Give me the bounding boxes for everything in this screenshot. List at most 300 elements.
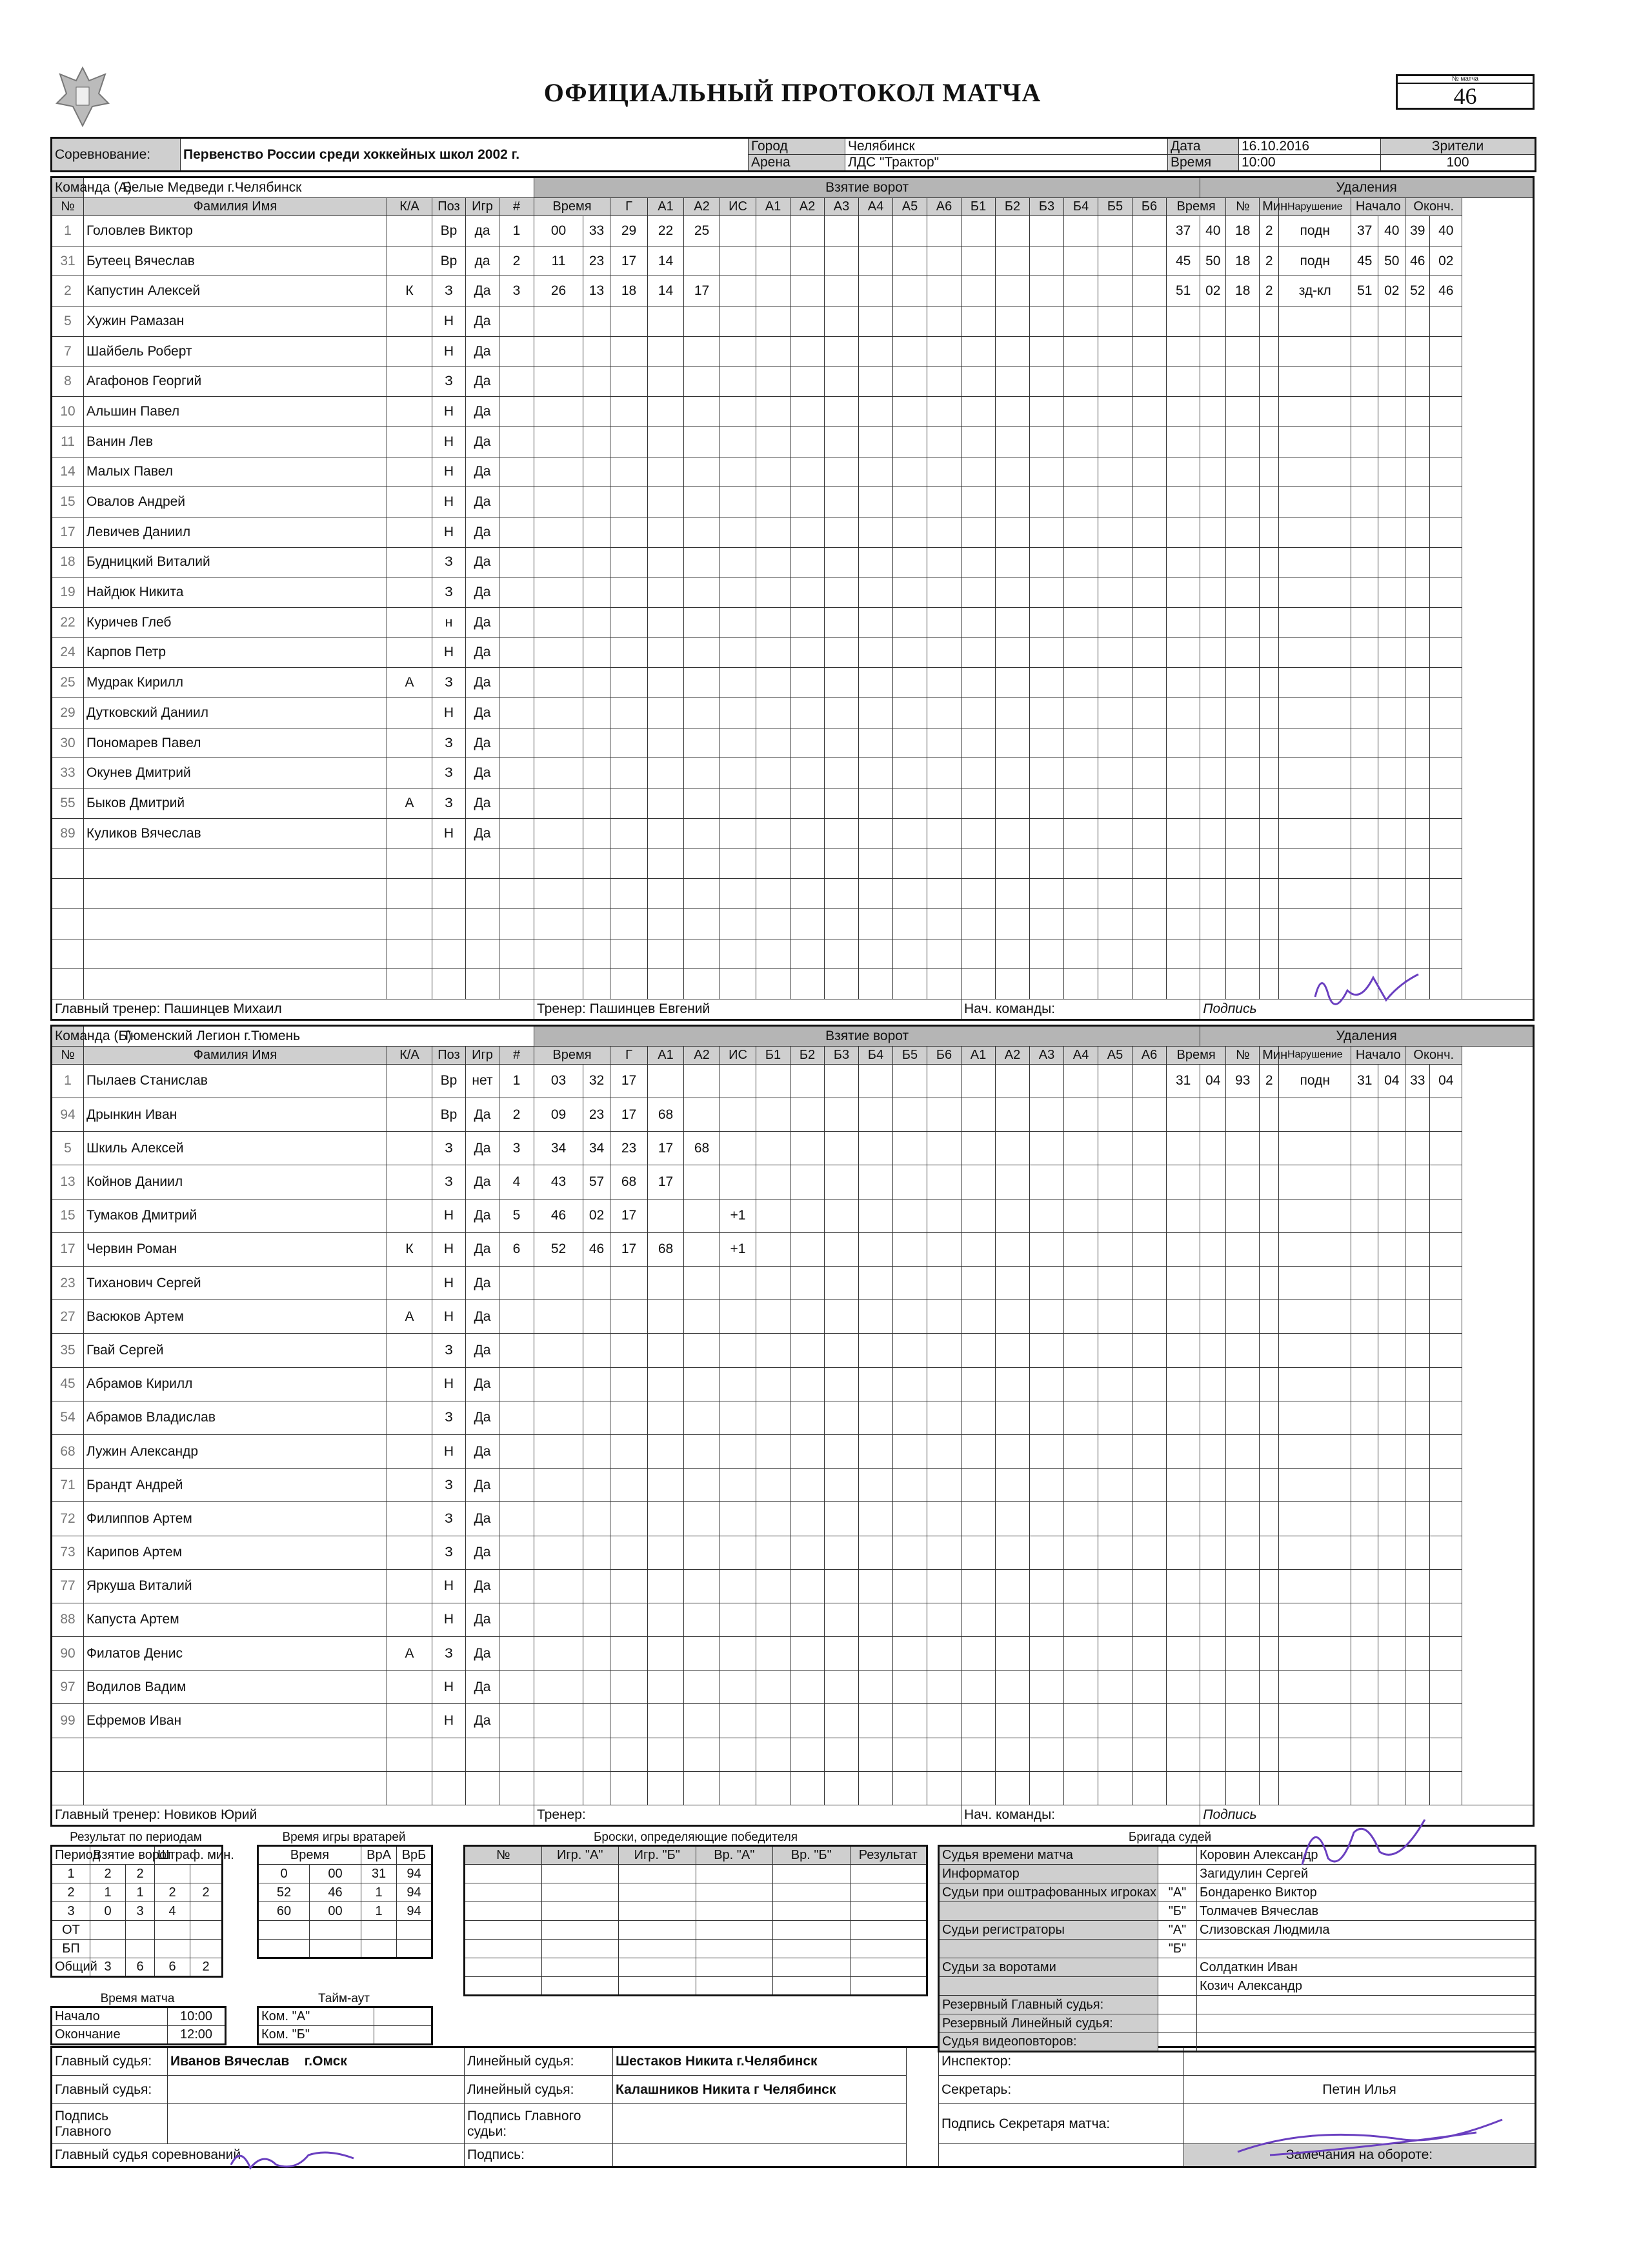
goal-cell (684, 1064, 720, 1098)
team_b-col-viol: Нарушение (1279, 1046, 1351, 1064)
player-number: 88 (52, 1603, 84, 1636)
goal-cell (720, 788, 756, 819)
referee-name: Солдаткин Иван (1197, 1958, 1536, 1977)
penalty-cell: 04 (1200, 1064, 1226, 1098)
penalty-cell (1351, 848, 1378, 879)
goal-cell (720, 1502, 756, 1536)
player-number: 17 (52, 517, 84, 547)
player-name (84, 1367, 387, 1401)
player-role (387, 517, 432, 547)
penalty-cell (1279, 728, 1351, 758)
penalty-cell (1226, 1434, 1260, 1468)
player-role (387, 216, 432, 246)
penalty-cell (1260, 848, 1279, 879)
period-cell: 2 (190, 1958, 223, 1977)
goal-cell (684, 336, 720, 366)
referee-team: "Б" (1158, 1940, 1197, 1958)
period-cell: 6 (126, 1958, 155, 1977)
goal-cell (684, 668, 720, 698)
shootout-row (465, 1883, 927, 1902)
period-cell (190, 1865, 223, 1883)
goal-cell (684, 457, 720, 487)
city-value: Челябинск (845, 138, 1168, 155)
player-played: Да (466, 1434, 499, 1468)
goal-cell: 2 (499, 1098, 534, 1132)
penalty-cell (1226, 1132, 1260, 1165)
penalty-cell (1405, 1771, 1430, 1805)
team_a-row (52, 818, 1534, 848)
player-number: 5 (52, 1132, 84, 1165)
goal-cell (610, 1738, 648, 1771)
player-role (387, 607, 432, 637)
penalty-cell: 02 (1200, 276, 1226, 306)
penalty-cell (1260, 577, 1279, 608)
player-position: Н (432, 1300, 466, 1334)
period-cell: 3 (90, 1958, 126, 1977)
player-name-text: Карпов Петр (86, 645, 166, 660)
penalty-cell (1200, 517, 1226, 547)
referee-team (1158, 1977, 1197, 1996)
player-name (84, 547, 387, 577)
goal-cell (534, 728, 583, 758)
penalty-cell (1260, 1232, 1279, 1266)
goal-cell (648, 1199, 684, 1232)
penalty-cell (1226, 1367, 1260, 1401)
match-info-table (50, 137, 1536, 172)
period-cell (90, 1940, 126, 1958)
penalty-cell (1226, 487, 1260, 517)
shootout-row (465, 1902, 927, 1921)
team_b-col-onice: Б5 (893, 1046, 927, 1064)
protocol-sheet (50, 65, 1535, 2168)
goal-cell (648, 698, 684, 728)
goal-cell (720, 276, 756, 306)
penalty-cell (1167, 818, 1200, 848)
player-played: Да (466, 818, 499, 848)
team_b-col-a1: А1 (648, 1046, 684, 1064)
player-role: К (387, 1232, 432, 1266)
penalty-cell (1167, 1434, 1200, 1468)
goal-cell (720, 1603, 756, 1636)
goal-cell (534, 1738, 583, 1771)
player-name-text: Червин Роман (86, 1241, 177, 1257)
referee-row (939, 1921, 1536, 1940)
player-role: А (387, 788, 432, 819)
period-row (52, 1921, 223, 1940)
goal-cell (583, 1469, 610, 1502)
team_a-penalties-head: Удаления (1200, 177, 1534, 198)
city-label: Город (749, 138, 845, 155)
player-number: 99 (52, 1704, 84, 1738)
team_b-col-onice: А2 (996, 1046, 1030, 1064)
team_a-col-time: Время (534, 198, 610, 216)
referee-role: Судьи за воротами (939, 1958, 1158, 1977)
penalty-cell: 31 (1167, 1064, 1200, 1098)
goal-cell (720, 1367, 756, 1401)
player-name (84, 1199, 387, 1232)
penalty-cell (1279, 517, 1351, 547)
penalty-cell (1351, 336, 1378, 366)
penalty-cell (1351, 1199, 1378, 1232)
penalty-cell (1200, 1098, 1226, 1132)
player-position: Н (432, 427, 466, 457)
goal-cell (583, 547, 610, 577)
team_b-col-pos: Поз (432, 1046, 466, 1064)
penalty-cell (1378, 1469, 1405, 1502)
penalty-cell (1226, 547, 1260, 577)
goal-cell (583, 487, 610, 517)
goal-cell (610, 397, 648, 427)
team_a-row (52, 246, 1534, 276)
penalty-cell (1167, 1536, 1200, 1569)
goal-cell (648, 1771, 684, 1805)
penalty-cell (1405, 517, 1430, 547)
goal-cell (534, 1603, 583, 1636)
player-name (84, 1334, 387, 1367)
goal-cell (684, 939, 720, 969)
penalty-cell (1430, 1469, 1462, 1502)
player-name-text: Гвай Сергей (86, 1342, 164, 1358)
penalty-cell (1430, 577, 1462, 608)
team_a-row (52, 698, 1534, 728)
penalty-cell (1226, 366, 1260, 397)
player-role: А (387, 1637, 432, 1671)
penalty-cell (1279, 1300, 1351, 1334)
match-number-label: № матча (1398, 76, 1533, 84)
team_b-row (52, 1232, 1534, 1266)
penalty-cell (1200, 848, 1226, 879)
chief2-sig-label: Подпись Главного судьи: (465, 2104, 613, 2144)
goal-cell (684, 547, 720, 577)
penalty-cell: 2 (1260, 216, 1279, 246)
goal-cell (648, 728, 684, 758)
team_b-chief-label: Нач. команды: (961, 1805, 1200, 1826)
penalty-cell (1405, 577, 1430, 608)
chief2-sig-field[interactable] (613, 2104, 907, 2144)
penalty-cell (1260, 969, 1279, 999)
player-played: Да (466, 276, 499, 306)
penalty-cell (1279, 848, 1351, 879)
goal-cell (684, 1637, 720, 1671)
team_a-row (52, 216, 1534, 246)
referee-row (939, 1902, 1536, 1921)
team_b-row (52, 1401, 1534, 1434)
goal-cell (684, 1300, 720, 1334)
team_a-col-is: ИС (720, 198, 756, 216)
goal-cell (610, 939, 648, 969)
referee-name: Коровин Александр (1197, 1846, 1536, 1865)
penalty-cell (1167, 1569, 1200, 1603)
team_b-coach: Тренер: (534, 1805, 961, 1826)
player-role (387, 1064, 432, 1098)
player-name (84, 1536, 387, 1569)
player-played: Да (466, 487, 499, 517)
penalty-cell (1279, 1569, 1351, 1603)
penalty-cell (1167, 1199, 1200, 1232)
penalty-cell (1351, 1469, 1378, 1502)
goal-cell (720, 758, 756, 788)
goal-cell (610, 1267, 648, 1300)
penalty-cell (1279, 336, 1351, 366)
penalty-cell (1430, 1199, 1462, 1232)
penalty-cell (1260, 698, 1279, 728)
player-number: 19 (52, 577, 84, 608)
penalty-cell (1430, 1098, 1462, 1132)
penalty-cell (1200, 758, 1226, 788)
goal-cell (684, 848, 720, 879)
penalty-cell (1378, 818, 1405, 848)
player-played: Да (466, 397, 499, 427)
goal-cell: 03 (534, 1064, 583, 1098)
team_b-row (52, 1469, 1534, 1502)
player-played: Да (466, 1199, 499, 1232)
team_b-col-onice: Б2 (790, 1046, 825, 1064)
penalty-cell (1200, 427, 1226, 457)
goal-cell: 32 (583, 1064, 610, 1098)
player-name-text: Филиппов Артем (86, 1510, 192, 1526)
penalty-cell (1351, 1098, 1378, 1132)
referee-row (939, 1977, 1536, 1996)
goal-cell (610, 1334, 648, 1367)
penalty-cell (1279, 1536, 1351, 1569)
penalty-cell (1200, 1199, 1226, 1232)
goal-cell (648, 457, 684, 487)
penalty-cell (1279, 758, 1351, 788)
penalty-cell (1430, 969, 1462, 999)
penalty-cell (1351, 607, 1378, 637)
penalty-cell (1378, 879, 1405, 909)
penalty-cell (1351, 306, 1378, 337)
remarks-label: Замечания на обороте: (1184, 2144, 1536, 2167)
team_a-row (52, 276, 1534, 306)
player-role (387, 397, 432, 427)
team_a-col-onice: Б1 (961, 198, 996, 216)
referee-team: "Б" (1158, 1902, 1197, 1921)
period-cell: 3 (52, 1902, 90, 1921)
goal-cell (720, 1569, 756, 1603)
penalty-cell (1260, 637, 1279, 668)
player-role (387, 306, 432, 337)
player-position: З (432, 758, 466, 788)
goal-cell (583, 1300, 610, 1334)
penalty-cell (1378, 1401, 1405, 1434)
penalty-cell (1167, 1334, 1200, 1367)
penalty-cell (1260, 427, 1279, 457)
player-name (84, 1232, 387, 1266)
goal-cell (610, 1367, 648, 1401)
penalty-cell (1351, 1637, 1378, 1671)
goal-cell: 2 (499, 246, 534, 276)
penalty-cell (1430, 457, 1462, 487)
goal-cell (648, 1671, 684, 1704)
goal-cell: 29 (610, 216, 648, 246)
penalty-cell (1167, 517, 1200, 547)
penalty-cell (1405, 848, 1430, 879)
penalty-cell (1167, 1300, 1200, 1334)
referee-name: Загидулин Сергей (1197, 1865, 1536, 1883)
goal-cell (583, 577, 610, 608)
team_a-table (50, 176, 1535, 1021)
goal-cell (648, 637, 684, 668)
player-number: 1 (52, 1064, 84, 1098)
chief-ref-label: Главный судья: (52, 2047, 168, 2076)
team_a-row (52, 366, 1534, 397)
penalty-cell (1279, 1502, 1351, 1536)
penalty-cell (1200, 1704, 1226, 1738)
player-played: Да (466, 1469, 499, 1502)
penalty-cell (1200, 1738, 1226, 1771)
chief-ref-city: г.Омск (304, 2054, 347, 2069)
player-number: 15 (52, 1199, 84, 1232)
player-played: Да (466, 1671, 499, 1704)
team_b-col-onice: А4 (1064, 1046, 1098, 1064)
goal-cell (610, 1569, 648, 1603)
player-number: 73 (52, 1536, 84, 1569)
goal-cell (720, 1064, 756, 1098)
goal-cell (610, 1502, 648, 1536)
goal-cell (534, 1637, 583, 1671)
goal-cell (499, 939, 534, 969)
goal-cell (684, 1502, 720, 1536)
match-time-table (50, 2006, 227, 2045)
penalty-cell (1200, 457, 1226, 487)
referee-role (939, 1977, 1158, 1996)
penalty-cell (1279, 487, 1351, 517)
penalty-cell (1167, 1469, 1200, 1502)
player-played: Да (466, 1569, 499, 1603)
goal-cell (648, 517, 684, 547)
player-name-text: Капуста Артем (86, 1612, 179, 1627)
penalty-cell (1405, 728, 1430, 758)
goal-cell: 17 (610, 1232, 648, 1266)
goal-cell (583, 336, 610, 366)
team_b-col-onice: А6 (1133, 1046, 1167, 1064)
penalty-cell (1405, 698, 1430, 728)
penalty-cell (1430, 306, 1462, 337)
penalty-cell (1279, 1132, 1351, 1165)
player-role (387, 1132, 432, 1165)
chief-sig-field[interactable] (168, 2104, 465, 2144)
goal-cell (610, 1469, 648, 1502)
goal-cell (583, 1671, 610, 1704)
penalty-cell (1167, 1502, 1200, 1536)
penalty-cell (1430, 637, 1462, 668)
player-number: 8 (52, 366, 84, 397)
penalty-cell (1351, 728, 1378, 758)
comp-ref-label: Главный судья соревнований (52, 2144, 465, 2167)
goal-cell (648, 1502, 684, 1536)
player-name (84, 1469, 387, 1502)
player-number: 77 (52, 1569, 84, 1603)
goal-cell (610, 637, 648, 668)
team_a-row (52, 879, 1534, 909)
penalty-cell: подн (1279, 1064, 1351, 1098)
penalty-cell (1200, 1300, 1226, 1334)
penalty-cell (1351, 517, 1378, 547)
penalty-cell (1167, 1098, 1200, 1132)
player-number: 54 (52, 1401, 84, 1434)
goal-cell (648, 1401, 684, 1434)
goal-cell (720, 1334, 756, 1367)
player-name (84, 1098, 387, 1132)
penalty-cell (1351, 1671, 1378, 1704)
period-cell: 2 (155, 1883, 190, 1902)
penalty-cell (1226, 607, 1260, 637)
player-role (387, 1199, 432, 1232)
player-name (84, 668, 387, 698)
penalty-cell (1405, 1738, 1430, 1771)
goal-cell: 17 (648, 1165, 684, 1199)
goal-cell (684, 1671, 720, 1704)
player-name (84, 1165, 387, 1199)
goal-cell (684, 698, 720, 728)
penalty-cell (1279, 1469, 1351, 1502)
penalty-cell (1405, 908, 1430, 939)
goal-cell (499, 1738, 534, 1771)
competition-label: Соревнование: (52, 138, 181, 172)
team_a-row (52, 427, 1534, 457)
penalty-cell (1260, 818, 1279, 848)
period-row (52, 1958, 223, 1977)
penalty-cell (1200, 1469, 1226, 1502)
match-number: 46 (1453, 83, 1477, 109)
team_a-col-ptime: Время (1167, 198, 1226, 216)
player-role (387, 1603, 432, 1636)
penalty-cell (1200, 668, 1226, 698)
goal-cell: 68 (610, 1165, 648, 1199)
player-number: 1 (52, 216, 84, 246)
penalty-cell (1378, 427, 1405, 457)
penalty-cell (1279, 1603, 1351, 1636)
player-played: Да (466, 1401, 499, 1434)
referee-role (939, 1902, 1158, 1921)
penalty-cell (1279, 306, 1351, 337)
line-ref-label-1: Линейный судья: (465, 2047, 613, 2076)
team_b-row (52, 1738, 1534, 1771)
player-name-text: Абрамов Владислав (86, 1410, 216, 1425)
referee-row (939, 1883, 1536, 1902)
goal-cell (499, 1536, 534, 1569)
team_a-col-num: № (52, 198, 84, 216)
goal-cell (684, 1434, 720, 1468)
period-cell: 1 (52, 1865, 90, 1883)
goal-cell (648, 1569, 684, 1603)
goal-cell (720, 1165, 756, 1199)
goal-cell: +1 (720, 1199, 756, 1232)
penalty-cell (1351, 1334, 1378, 1367)
team_a-signature-label: Подпись (1200, 999, 1534, 1019)
goal-cell (534, 1267, 583, 1300)
goal-cell (720, 216, 756, 246)
period-cell: ОТ (52, 1921, 90, 1940)
player-role (387, 728, 432, 758)
player-played: Да (466, 366, 499, 397)
penalty-cell (1279, 908, 1351, 939)
goal-cell (583, 848, 610, 879)
player-position: З (432, 276, 466, 306)
team_b-col-onice: А3 (1030, 1046, 1064, 1064)
player-position: Н (432, 637, 466, 668)
penalty-cell (1430, 698, 1462, 728)
penalty-cell (1200, 547, 1226, 577)
goal-cell (499, 457, 534, 487)
penalty-cell (1405, 487, 1430, 517)
team_b-row (52, 1132, 1534, 1165)
player-role (387, 698, 432, 728)
player-number: 23 (52, 1267, 84, 1300)
arena-value: ЛДС "Трактор" (845, 155, 1168, 172)
penalty-cell (1226, 1536, 1260, 1569)
